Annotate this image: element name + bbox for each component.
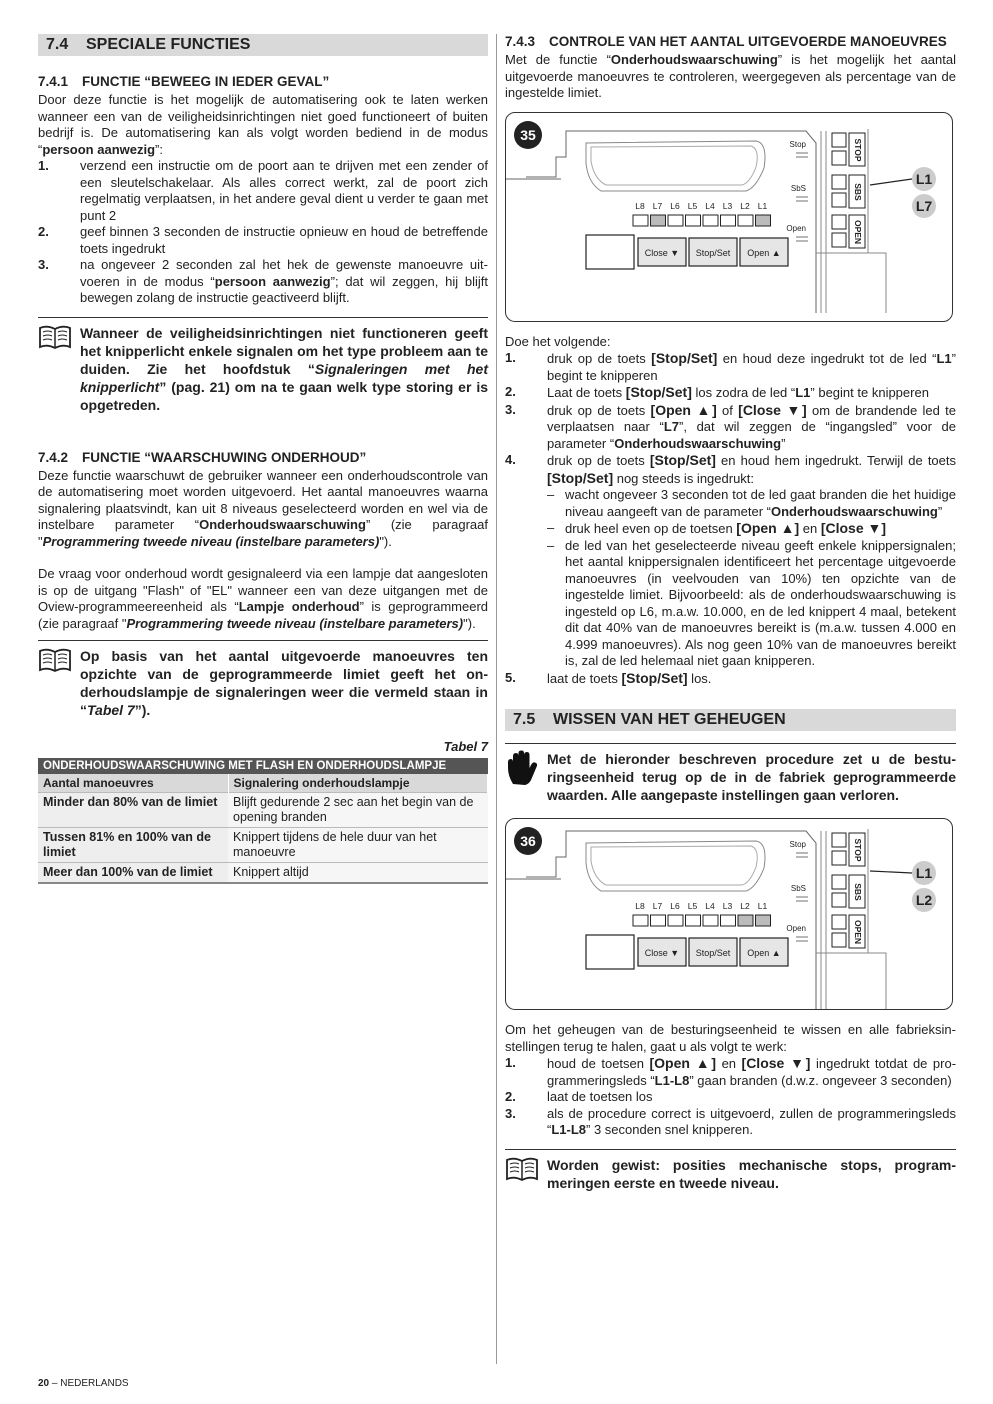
section-header-7-4: 7.4 SPECIALE FUNCTIES <box>38 34 488 56</box>
terminal-label: STOP <box>852 838 863 862</box>
led-label: L4 <box>705 200 715 211</box>
list-item: 3. als de procedure correct is uitgevoerd, zullen de programmeringsleds “L1-L8” 3 seconden snel knipperen. <box>505 1105 956 1137</box>
table-row: Tussen 81% en 100% van de limiet Knippert tijdens de hele duur van het manoeuvre <box>38 828 488 863</box>
led <box>703 215 718 226</box>
figure-number: 36 <box>520 833 536 849</box>
sub-item: – druk heel even op de toetsen [Open ▲] en [Close ▼] <box>547 520 887 536</box>
note-7-4-2: Op basis van het aantal uitgevoerde manoeuvres ten opzichte van de geprogrammeerde limiet geeft het onderhoudslampje de signaleringen weer die vermeld staan in “Tabel 7”). <box>38 640 488 719</box>
led-label: L8 <box>635 901 645 911</box>
input-label: SbS <box>790 183 806 193</box>
led-label: L8 <box>635 200 645 211</box>
list-item: 2. Laat de toets [Stop/Set] los zodra de led “L1” begint te knipperen <box>505 384 929 400</box>
led <box>756 215 771 226</box>
display-window <box>586 235 634 269</box>
hand-stop-icon <box>505 750 547 804</box>
list-item: 4. druk op de toets [Stop/Set] en houd hem ingedrukt. Terwijl de toets [Stop/Set] nog steeds is ingedrukt: – wacht ongeveer 3 seconden tot de led gaat branden die het huidige niveau aangeeft van de parameter “Onderhoudswaarschuwing” – druk heel even op de toetsen [Open ▲] en [Close ▼] – de led van het geselecteerde niveau geeft enkele knippersignalen; het aantal knippersignalen identificeert het percentage uitgevoerde manoeuvres (in veelvouden van 10%) ten opzichte van de ingestelde limiet. Bijvoorbeeld: als de onderhoudswaarschuwing is ingesteld op L6, m.a.w. 10.000, en de led knippert 4 maal, betekent dit dat 40% van de manoeuvres bereikt is (m.a.w. tussen 4.000 en 4.999 manoeuvres). Als nog geen 10% van de manoeuvres bereikt is, zal de led helemaal niet gaan knipperen. <box>505 452 956 668</box>
led <box>651 915 666 926</box>
table-header: Signalering onderhoudslampje <box>228 774 488 793</box>
terminal <box>832 851 846 865</box>
list-item: 1. houd de toetsen [Open ▲] en [Close ▼] ingedrukt totdat de programmeringsleds “L1-L8” gaan branden (d.w.z. ongeveer 3 seconden) <box>505 1055 957 1088</box>
terminal <box>832 915 846 929</box>
terminal <box>832 133 846 147</box>
sub-item: – de led van het geselecteerde niveau geeft enkele knippersignalen; het aantal knippersignalen identificeert het percentage uitgevoerde manoeuvres (in veelvouden van 10%) ten opzichte van de ingestelde limiet. Bijvoorbeeld: als de onderhoudswaarschuwing is ingesteld op L6, m.a.w. 10.000, en de led knippert 4 maal, betekent dit dat 40% van de manoeuvres bereikt is (m.a.w. tussen 4.000 en 4.999 manoeuvres). Als nog geen 10% van de manoeuvres bereikt is, zal de led helemaal niet gaan knipperen. <box>547 537 956 668</box>
led-label: L5 <box>687 200 698 211</box>
note-7-4-1: Wanneer de veiligheidsinrichtingen niet functioneren geeft het knipperlicht enkele signalen om het type probleem aan te duiden. Zie het hoofdstuk “Signaleringen met het knipperlicht” (pag. 21) om na te gaan welk type storing er is opgetreden. <box>38 317 488 414</box>
led-label: L4 <box>705 901 715 911</box>
terminal <box>832 833 846 847</box>
list-item: 3. druk op de toets [Open ▲] of [Close ▼] om de brandende led te verplaatsen naar “L7”, dat wil zeggen de “ingangsled” voor de parameter “Onderhoudswaarschuwing” <box>505 401 956 451</box>
table-caption: ONDERHOUDSWAARSCHUWING MET FLASH EN ONDERHOUDSLAMPJE <box>38 758 488 774</box>
led-label: L5 <box>687 901 698 911</box>
steps-7-4-3 <box>505 350 956 687</box>
input-label: Open <box>786 223 806 233</box>
board-diagram <box>506 113 952 321</box>
led-label: L7 <box>652 200 663 211</box>
terminal <box>832 233 846 247</box>
table-row: Minder dan 80% van de limiet Blijft gedurende 2 sec aan het begin van de opening branden <box>38 793 488 828</box>
led-label: L2 <box>740 200 750 211</box>
led <box>703 915 718 926</box>
terminal <box>832 933 846 947</box>
paragraph-7-4-2-b: De vraag voor onderhoud wordt gesignaleerd via een lampje dat aangesloten is op de uitgang "Flash" of "EL" wanneer een van deze uitgangen met de Oview-programmeereenheid als “Lampje onderhoud” is geprogrammeerd (zie paragraaf "Programmering tweede niveau (instelbare parameters)"). <box>38 566 489 631</box>
terminal-label: OPEN <box>852 919 863 945</box>
terminal <box>832 893 846 907</box>
book-icon <box>38 647 80 719</box>
heading-7-4-2: 7.4.2 FUNCTIE “WAARSCHUWING ONDERHOUD” <box>38 449 367 465</box>
led-label: L3 <box>722 901 733 911</box>
display-window <box>586 935 634 969</box>
callout-label: L7 <box>915 197 933 214</box>
led <box>686 215 701 226</box>
terminal <box>832 215 846 229</box>
figure-number: 35 <box>520 126 536 143</box>
led <box>721 215 736 226</box>
paragraph-7-4-3: Met de functie “Onderhoudswaarschuwing” is het mogelijk het aantal uitgevoerde manoeuvres te controleren, weergegeven als percentage van de ingestelde limiet. <box>505 52 956 100</box>
section-header-7-5: 7.5 WISSEN VAN HET GEHEUGEN <box>505 709 956 731</box>
warning-7-5: Met de hieronder beschreven procedure zet u de besturingseenheid terug op de in de fabriek geprogrammeerde waarden. Alle aangepaste instellingen gaan verloren. <box>505 743 956 804</box>
led <box>633 215 648 226</box>
callout-label: L2 <box>915 892 933 908</box>
board-button-label: Open ▲ <box>747 948 781 958</box>
note-7-5: Worden gewist: posities mechanische stops, programmeringen eerste en tweede niveau. <box>505 1149 956 1192</box>
board-button-label: Open ▲ <box>747 247 781 258</box>
table-header: Aantal manoeuvres <box>38 774 228 793</box>
lead-text: Doe het volgende: <box>505 333 611 349</box>
steps-7-5 <box>505 1055 956 1139</box>
input-label: SbS <box>790 884 806 893</box>
board-diagram <box>506 819 952 1009</box>
book-icon <box>38 324 80 414</box>
input-label: Stop <box>789 139 806 149</box>
board-button-label: Close ▼ <box>644 247 680 258</box>
terminal <box>832 151 846 165</box>
led <box>668 915 683 926</box>
terminal-label: OPEN <box>852 219 863 244</box>
board-button-label: Stop/Set <box>695 247 731 258</box>
led-label: L3 <box>722 200 733 211</box>
terminal-label: SBS <box>852 182 863 201</box>
list-item: 5. laat de toets [Stop/Set] los. <box>505 669 712 686</box>
table-row: Meer dan 100% van de limiet Knippert altijd <box>38 863 488 884</box>
page-footer: 20 – NEDERLANDS <box>38 1378 129 1389</box>
list-item: 1. druk op de toets [Stop/Set] en houd deze ingedrukt tot de led “L1” begint te knipperen <box>505 350 956 383</box>
book-icon <box>505 1156 547 1192</box>
left-column <box>38 34 488 884</box>
heading-7-4-1: 7.4.1 FUNCTIE “BEWEEG IN IEDER GEVAL” <box>38 74 330 89</box>
list-item: 3. na ongeveer 2 seconden zal het hek de gewenste manoeuvre uitvoeren in de modus “persoon aanwezig”; dat wil zeggen, hij blijft bewegen zolang de instructie geactiveerd blijft. <box>38 257 489 305</box>
terminal <box>832 875 846 889</box>
figure-36 <box>505 818 953 1010</box>
terminal-label: STOP <box>852 138 863 161</box>
led <box>756 915 771 926</box>
led <box>633 915 648 926</box>
column-divider <box>496 34 497 1364</box>
led <box>686 915 701 926</box>
table-label: Tabel 7 <box>443 739 488 754</box>
led-label: L1 <box>757 200 768 211</box>
list-item: 2. laat de toetsen los <box>505 1089 653 1104</box>
maintenance-table <box>38 758 488 884</box>
led <box>668 215 683 226</box>
led-label: L7 <box>652 901 663 911</box>
paragraph-7-4-1: Door deze functie is het mogelijk de automatisering ook te laten werken wanneer een van de veiligheidsinrichtingen niet goed functioneert of buiten bedrijf is. De automatisering kan als volgt worden bediend in de modus “persoon aanwezig”: <box>38 92 488 157</box>
list-item: 1. verzend een instructie om de poort aan te drijven met een zender of een sleutelschakelaar. Als alles correct werkt, zal de poort zich regelmatig verplaatsen, in het andere geval dient u verder te gaan met punt 2 <box>38 158 488 223</box>
steps-7-4-1 <box>38 158 488 307</box>
heading-7-4-3: 7.4.3 CONTROLE VAN HET AANTAL UITGEVOERDE MANOEUVRES <box>505 34 947 49</box>
callout-label: L1 <box>915 865 933 881</box>
terminal <box>832 193 846 207</box>
sub-item: – wacht ongeveer 3 seconden tot de led gaat branden die het huidige niveau aangeeft van de parameter “Onderhoudswaarschuwing” <box>547 487 956 519</box>
led-label: L1 <box>757 901 768 911</box>
callout-label: L1 <box>915 170 933 187</box>
led <box>738 915 753 926</box>
led <box>651 215 666 226</box>
board-button-label: Stop/Set <box>695 948 731 958</box>
figure-35 <box>505 112 953 322</box>
terminal-label: SBS <box>852 883 863 901</box>
led <box>721 915 736 926</box>
led-label: L2 <box>740 901 750 911</box>
input-label: Open <box>786 924 806 933</box>
led-label: L6 <box>670 200 680 211</box>
right-column <box>505 34 956 1192</box>
led-label: L6 <box>670 901 680 911</box>
paragraph-7-5: Om het geheugen van de besturingseenheid te wissen en alle fabrieksinstellingen terug te halen, gaat u als volgt te werk: <box>505 1022 956 1054</box>
paragraph-7-4-2-a: Deze functie waarschuwt de gebruiker wanneer een onderhoudscontrole van de automatisering moet worden uitgevoerd. Het aantal manoeuvres waarna signalering plaatsvindt, kan uit 8 niveaus geselecteerd worden en wel via de instelbare parameter “Onderhoudswaarschuwing” (zie paragraaf "Programmering tweede niveau (instelbare parameters)"). <box>38 467 488 549</box>
list-item: 2. geef binnen 3 seconden de instructie opnieuw en houd de betreffende toets ingedrukt <box>38 224 488 256</box>
terminal <box>832 175 846 189</box>
input-label: Stop <box>789 840 806 849</box>
board-button-label: Close ▼ <box>644 948 680 958</box>
led <box>738 215 753 226</box>
